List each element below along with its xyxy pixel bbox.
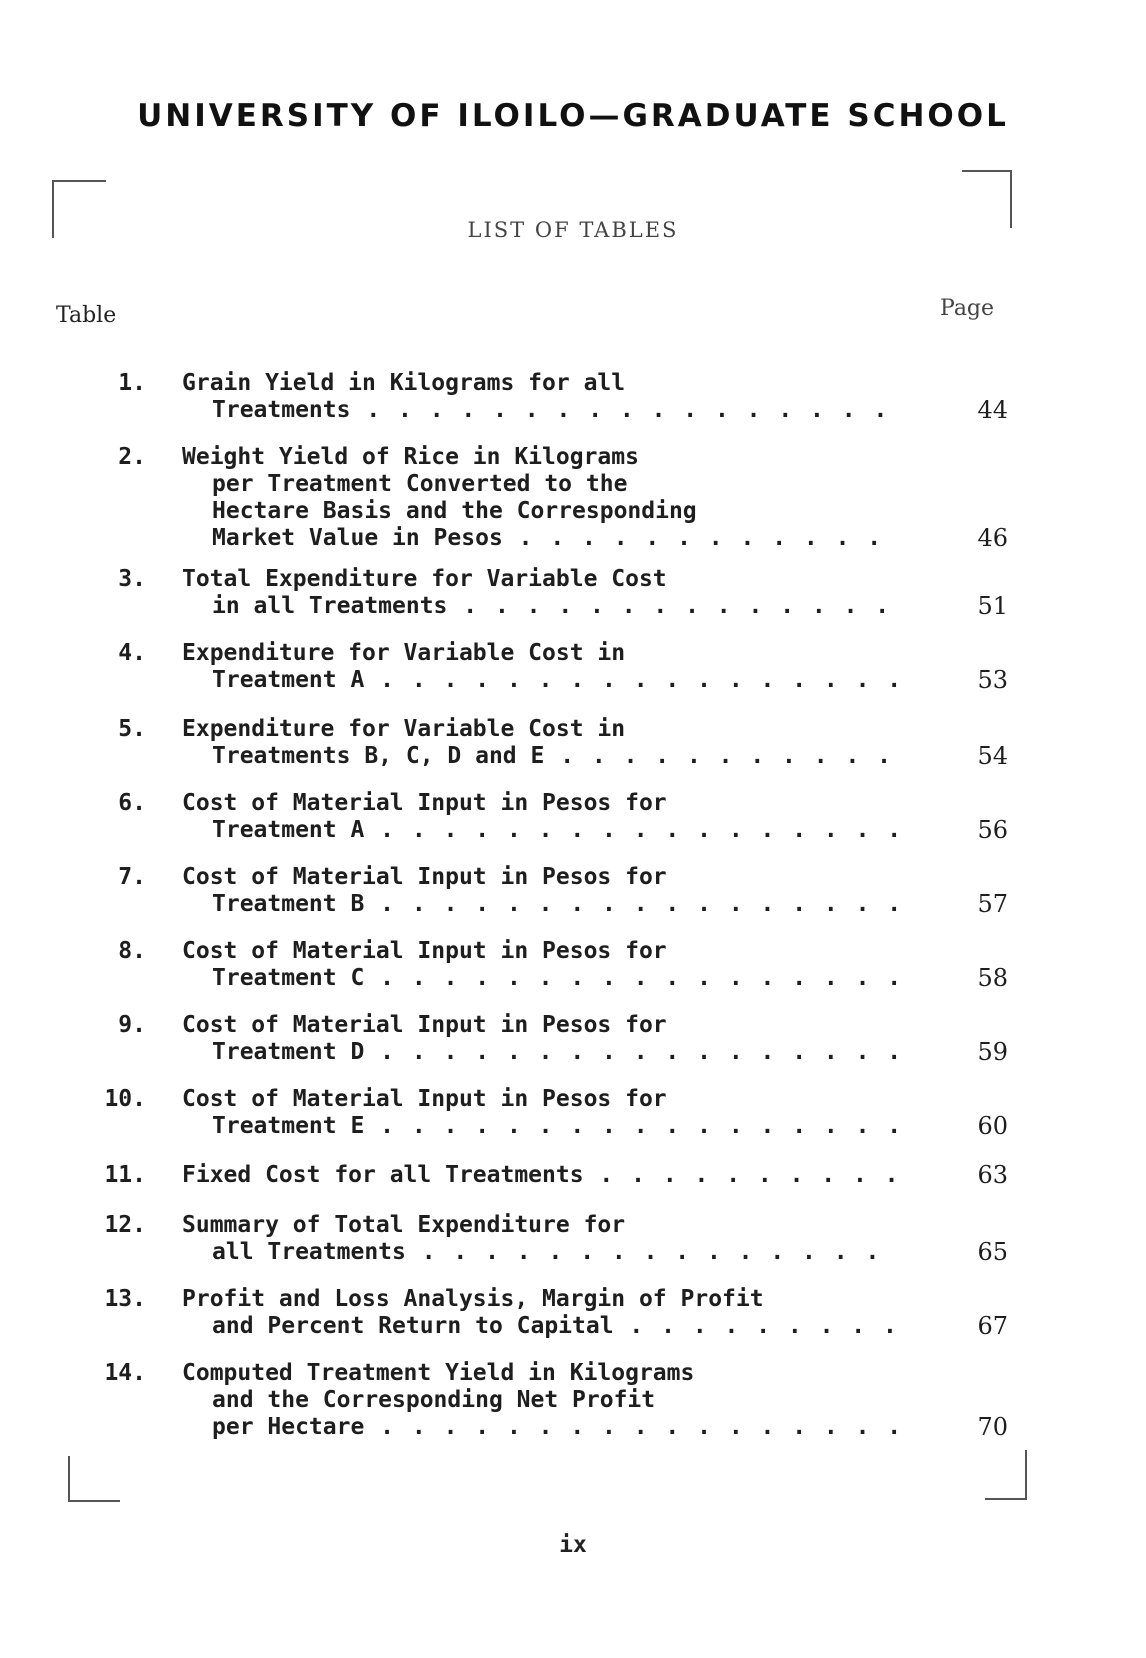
table-number: 10. <box>104 1086 146 1112</box>
table-title-line: Summary of Total Expenditure for <box>182 1212 626 1238</box>
list-item <box>0 1360 1146 1441</box>
table-title <box>182 1360 902 1441</box>
table-title <box>182 716 902 770</box>
list-item <box>0 444 1146 552</box>
table-title <box>182 790 902 844</box>
page-reference: 56 <box>977 816 1008 844</box>
table-title-line: and the Corresponding Net Profit <box>212 1387 656 1413</box>
table-number: 2. <box>118 444 146 470</box>
table-title-line: Treatment D . . . <box>182 1039 902 1066</box>
table-title-line: Profit and Loss Analysis, Margin of Profit <box>182 1286 764 1312</box>
list-item <box>0 716 1146 770</box>
page-reference: 51 <box>977 592 1008 620</box>
table-number: 13. <box>104 1286 146 1312</box>
table-title-line: Cost of Material Input in Pesos for <box>182 790 667 816</box>
table-title-line: Expenditure for Variable Cost in <box>182 716 626 742</box>
page-reference: 44 <box>977 396 1008 424</box>
table-number: 11. <box>104 1162 146 1188</box>
page-reference: 57 <box>977 890 1008 918</box>
table-number: 12. <box>104 1212 146 1238</box>
table-title-line: Treatment A . . . <box>182 667 902 694</box>
table-title <box>182 1212 902 1266</box>
table-title-line: per Hectare . . . <box>182 1414 902 1441</box>
table-title-line: Expenditure for Variable Cost in <box>182 640 626 666</box>
table-number: 7. <box>118 864 146 890</box>
table-title-line: Total Expenditure for Variable Cost <box>182 566 667 592</box>
list-item <box>0 864 1146 918</box>
table-title-line: Market Value in Pesos . . . <box>182 525 902 552</box>
table-number: 1. <box>118 370 146 396</box>
table-title <box>182 1162 902 1189</box>
column-heading-table: Table <box>56 303 117 328</box>
table-title-line: Treatment A . . . <box>182 817 902 844</box>
table-title <box>182 1012 902 1066</box>
table-title <box>182 864 902 918</box>
table-title <box>182 640 902 694</box>
corner-mark-bottom-left <box>68 1456 120 1502</box>
list-item <box>0 640 1146 694</box>
list-item <box>0 370 1146 424</box>
table-number: 14. <box>104 1360 146 1386</box>
table-title-line: Cost of Material Input in Pesos for <box>182 1012 667 1038</box>
table-number: 9. <box>118 1012 146 1038</box>
table-title <box>182 370 902 424</box>
table-number: 8. <box>118 938 146 964</box>
table-title <box>182 1086 902 1140</box>
list-item <box>0 1212 1146 1266</box>
table-title-line: Weight Yield of Rice in Kilograms <box>182 444 639 470</box>
table-title <box>182 566 902 620</box>
table-title-line: Treatment B . . . <box>182 891 902 918</box>
page-reference: 65 <box>977 1238 1008 1266</box>
table-title-line: Cost of Material Input in Pesos for <box>182 864 667 890</box>
table-title-line: and Percent Return to Capital . . . <box>182 1313 902 1340</box>
table-title <box>182 444 902 552</box>
list-item <box>0 938 1146 992</box>
table-number: 3. <box>118 566 146 592</box>
table-title-line: all Treatments . . . <box>182 1239 902 1266</box>
list-item <box>0 1286 1146 1340</box>
page-reference: 54 <box>977 742 1008 770</box>
list-item <box>0 566 1146 620</box>
page-header: UNIVERSITY OF ILOILO—GRADUATE SCHOOL <box>137 98 1009 134</box>
table-title <box>182 1286 902 1340</box>
page-reference: 70 <box>977 1413 1008 1441</box>
table-number: 4. <box>118 640 146 666</box>
table-title <box>182 938 902 992</box>
column-heading-page: Page <box>940 296 995 321</box>
table-title-line: per Treatment Converted to the <box>212 471 628 497</box>
table-title-line: Computed Treatment Yield in Kilograms <box>182 1360 695 1386</box>
page-reference: 67 <box>977 1312 1008 1340</box>
table-title-line: Treatment E . . . <box>182 1113 902 1140</box>
table-title-line: Grain Yield in Kilograms for all <box>182 370 626 396</box>
table-title-line: Fixed Cost for all Treatments . . . <box>182 1162 902 1189</box>
page-reference: 46 <box>977 524 1008 552</box>
table-title-line: Treatments . . . <box>182 397 902 424</box>
table-title-line: Treatment C . . . <box>182 965 902 992</box>
table-number: 5. <box>118 716 146 742</box>
page-reference: 60 <box>977 1112 1008 1140</box>
table-title-line: Hectare Basis and the Corresponding <box>212 498 697 524</box>
list-title: LIST OF TABLES <box>467 218 679 242</box>
table-number: 6. <box>118 790 146 816</box>
list-item <box>0 1162 1146 1189</box>
table-title-line: Cost of Material Input in Pesos for <box>182 1086 667 1112</box>
page-reference: 59 <box>977 1038 1008 1066</box>
table-title-line: Cost of Material Input in Pesos for <box>182 938 667 964</box>
page-reference: 53 <box>977 666 1008 694</box>
table-title-line: Treatments B, C, D and E . . . <box>182 743 902 770</box>
page-reference: 63 <box>977 1161 1008 1189</box>
list-item <box>0 790 1146 844</box>
page-number: ix <box>559 1532 587 1558</box>
page-reference: 58 <box>977 964 1008 992</box>
corner-mark-bottom-right <box>985 1450 1027 1500</box>
list-item <box>0 1012 1146 1066</box>
table-title-line: in all Treatments . . . <box>182 593 902 620</box>
list-item <box>0 1086 1146 1140</box>
